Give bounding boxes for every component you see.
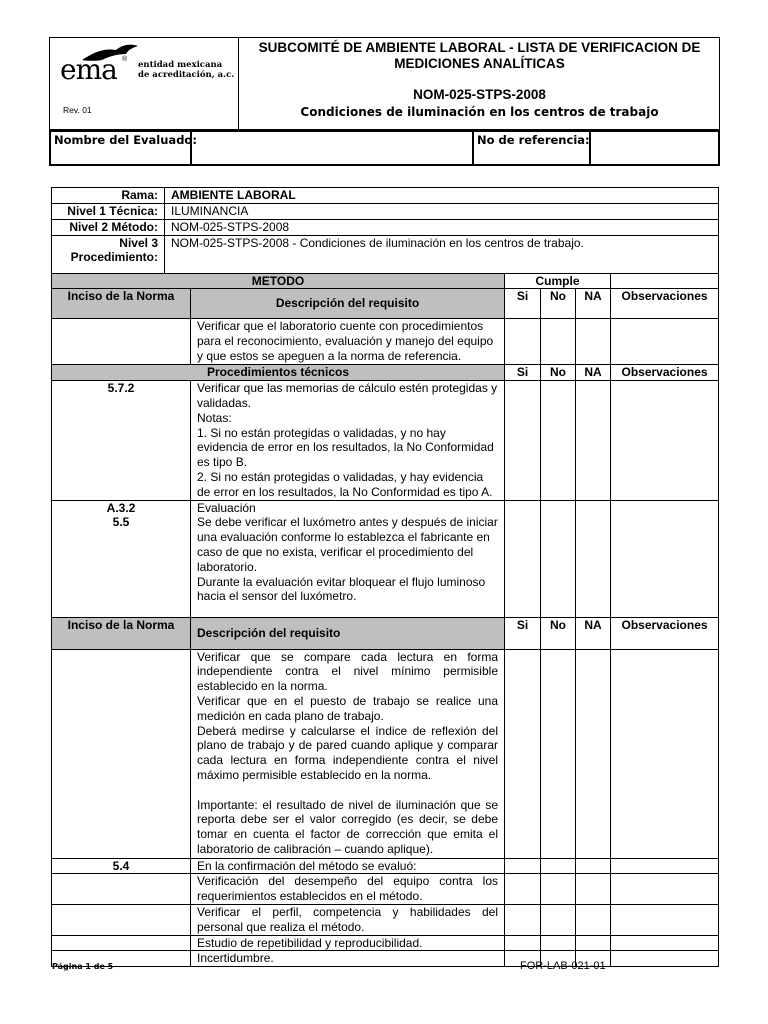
observaciones-cell[interactable] xyxy=(611,874,719,905)
observaciones-header-2: Observaciones xyxy=(611,365,719,381)
row-description: En la confirmación del método se evaluó: xyxy=(191,858,505,874)
table-row xyxy=(52,904,719,935)
nivel1-label: Nivel 1 Técnica: xyxy=(52,204,165,220)
row-inciso xyxy=(52,874,191,905)
row-inciso xyxy=(52,935,191,951)
na-cell[interactable] xyxy=(576,874,611,905)
row-inciso: A.3.2 5.5 xyxy=(52,500,191,617)
nivel3-value: NOM-025-STPS-2008 - Condiciones de iluminación en los centros de trabajo. xyxy=(165,235,719,273)
si-cell[interactable] xyxy=(505,874,541,905)
table-row xyxy=(52,381,719,500)
na-header-3: NA xyxy=(576,617,611,649)
na-cell[interactable] xyxy=(576,935,611,951)
row-inciso xyxy=(52,319,191,365)
observaciones-header-3: Observaciones xyxy=(611,617,719,649)
inciso-header-2: Inciso de la Norma xyxy=(52,617,191,649)
observaciones-cell[interactable] xyxy=(611,500,719,617)
header-title-line2: MEDICIONES ANALÍTICAS xyxy=(394,56,565,71)
procedimientos-header: Procedimientos técnicos xyxy=(52,365,505,381)
si-cell[interactable] xyxy=(505,935,541,951)
reference-label: No de referencia: xyxy=(477,133,590,147)
descripcion-header-2: Descripción del requisito xyxy=(191,617,505,649)
na-cell[interactable] xyxy=(576,319,611,365)
no-cell[interactable] xyxy=(541,649,576,858)
observaciones-cell[interactable] xyxy=(611,381,719,500)
norm-code: NOM-025-STPS-2008 xyxy=(413,87,546,102)
no-header-3: No xyxy=(541,617,576,649)
form-code: FOR-LAB-021-01 xyxy=(520,960,606,972)
na-header-2: NA xyxy=(576,365,611,381)
row-description: Verificar que las memorias de cálculo estén protegidas y validadas. Notas: 1. Si no están protegidas o validadas, y no hay evidencia de error en los resultados, la No Conformidad es tipo B. 2. Si no están protegidas o validadas, y hay evidencia de error en los resultados, la No Conformidad es tipo A. xyxy=(191,381,505,500)
revision: Rev. 01 xyxy=(63,105,92,115)
no-cell[interactable] xyxy=(541,319,576,365)
table-row xyxy=(52,935,719,951)
na-cell[interactable] xyxy=(576,500,611,617)
table-row xyxy=(52,500,719,617)
nivel3-label: Nivel 3 Procedimiento: xyxy=(52,235,165,273)
row-inciso xyxy=(52,649,191,858)
rama-label: Rama: xyxy=(52,188,165,204)
row-description: Evaluación Se debe verificar el luxómetro antes y después de iniciar una evaluación conforme lo establezca el fabricante en caso de que no exista, verificar el procedimiento del laboratorio. Durante la evaluación evitar bloquear el flujo luminoso hacia el sensor del luxómetro. xyxy=(191,500,505,617)
row-description: Estudio de repetibilidad y reproducibilidad. xyxy=(191,935,505,951)
page-number: Página 1 de 5 xyxy=(52,962,114,971)
cumple-blank xyxy=(611,273,719,289)
row-description: Incertidumbre. xyxy=(191,951,505,967)
si-cell[interactable] xyxy=(505,649,541,858)
row-inciso: 5.7.2 xyxy=(52,381,191,500)
si-header-3: Si xyxy=(505,617,541,649)
observaciones-cell[interactable] xyxy=(611,858,719,874)
table-row xyxy=(52,951,719,967)
row-description: Verificar el perfil, competencia y habilidades del personal que realiza el método. xyxy=(191,904,505,935)
table-row xyxy=(52,874,719,905)
observaciones-cell[interactable] xyxy=(611,649,719,858)
nivel1-value: ILUMINANCIA xyxy=(165,204,719,220)
na-cell[interactable] xyxy=(576,381,611,500)
na-cell[interactable] xyxy=(576,904,611,935)
descripcion-header: Descripción del requisito xyxy=(191,289,505,319)
no-cell[interactable] xyxy=(541,500,576,617)
table-row xyxy=(52,858,719,874)
si-cell[interactable] xyxy=(505,319,541,365)
si-cell[interactable] xyxy=(505,381,541,500)
table-row xyxy=(52,319,719,365)
no-cell[interactable] xyxy=(541,858,576,874)
nivel2-label: Nivel 2 Método: xyxy=(52,219,165,235)
si-header-2: Si xyxy=(505,365,541,381)
ema-logo xyxy=(58,42,236,86)
si-cell[interactable] xyxy=(505,904,541,935)
no-cell[interactable] xyxy=(541,381,576,500)
cumple-header: Cumple xyxy=(505,273,611,289)
no-cell[interactable] xyxy=(541,935,576,951)
rama-value: AMBIENTE LABORAL xyxy=(165,188,719,204)
observaciones-cell[interactable] xyxy=(611,935,719,951)
na-cell[interactable] xyxy=(576,649,611,858)
evaluado-divider-2 xyxy=(472,130,474,166)
table-row xyxy=(52,649,719,858)
metodo-header: METODO xyxy=(52,273,505,289)
logo-subtitle-line1: entidad mexicana xyxy=(138,60,223,70)
logo-subtitle-line2: de acreditación, a.c. xyxy=(138,70,235,80)
row-inciso: 5.4 xyxy=(52,858,191,874)
no-header: No xyxy=(541,289,576,319)
header-title-line1: SUBCOMITÉ DE AMBIENTE LABORAL - LISTA DE VERIFICACION DE xyxy=(258,40,701,55)
observaciones-cell[interactable] xyxy=(611,904,719,935)
row-description: Verificar que el laboratorio cuente con procedimientos para el reconocimiento, evaluación y manejo del equipo y que estos se apeguen a la norma de referencia. xyxy=(191,319,505,365)
no-cell[interactable] xyxy=(541,874,576,905)
observaciones-header: Observaciones xyxy=(611,289,719,319)
observaciones-cell[interactable] xyxy=(611,951,719,967)
nivel2-value: NOM-025-STPS-2008 xyxy=(165,219,719,235)
logo-wordmark: ema xyxy=(60,53,117,86)
inciso-header: Inciso de la Norma xyxy=(52,289,191,319)
na-cell[interactable] xyxy=(576,858,611,874)
evaluado-name-field[interactable] xyxy=(193,132,471,164)
no-cell[interactable] xyxy=(541,904,576,935)
registered-mark: ® xyxy=(122,56,128,63)
si-cell[interactable] xyxy=(505,858,541,874)
no-header-2: No xyxy=(541,365,576,381)
row-inciso xyxy=(52,904,191,935)
si-cell[interactable] xyxy=(505,500,541,617)
observaciones-cell[interactable] xyxy=(611,319,719,365)
evaluado-name-label: Nombre del Evaluado: xyxy=(54,133,197,147)
row-description: Verificar que se compare cada lectura en forma independiente contra el nivel mínimo permisible establecido en la norma. Verificar que en el puesto de trabajo se realice una medición en cada plano de trabajo. Deberá medirse y calcularse el índice de reflexión del plano de trabajo y de pared cuando aplique y comparar cada lectura en forma independiente contra el nivel máximo permisible establecido en la norma. Importante: el resultado de nivel de iluminación que se reporta debe ser el valor corregido (es decir, se debe tomar en cuenta el factor de corrección que emita el laboratorio de calibración – cuando aplique). xyxy=(191,649,505,858)
reference-field[interactable] xyxy=(592,132,718,164)
verification-table xyxy=(51,187,719,967)
na-header: NA xyxy=(576,289,611,319)
row-description: Verificación del desempeño del equipo contra los requerimientos establecidos en el método. xyxy=(191,874,505,905)
si-header: Si xyxy=(505,289,541,319)
header-subtitle: Condiciones de iluminación en los centros de trabajo xyxy=(300,105,659,119)
